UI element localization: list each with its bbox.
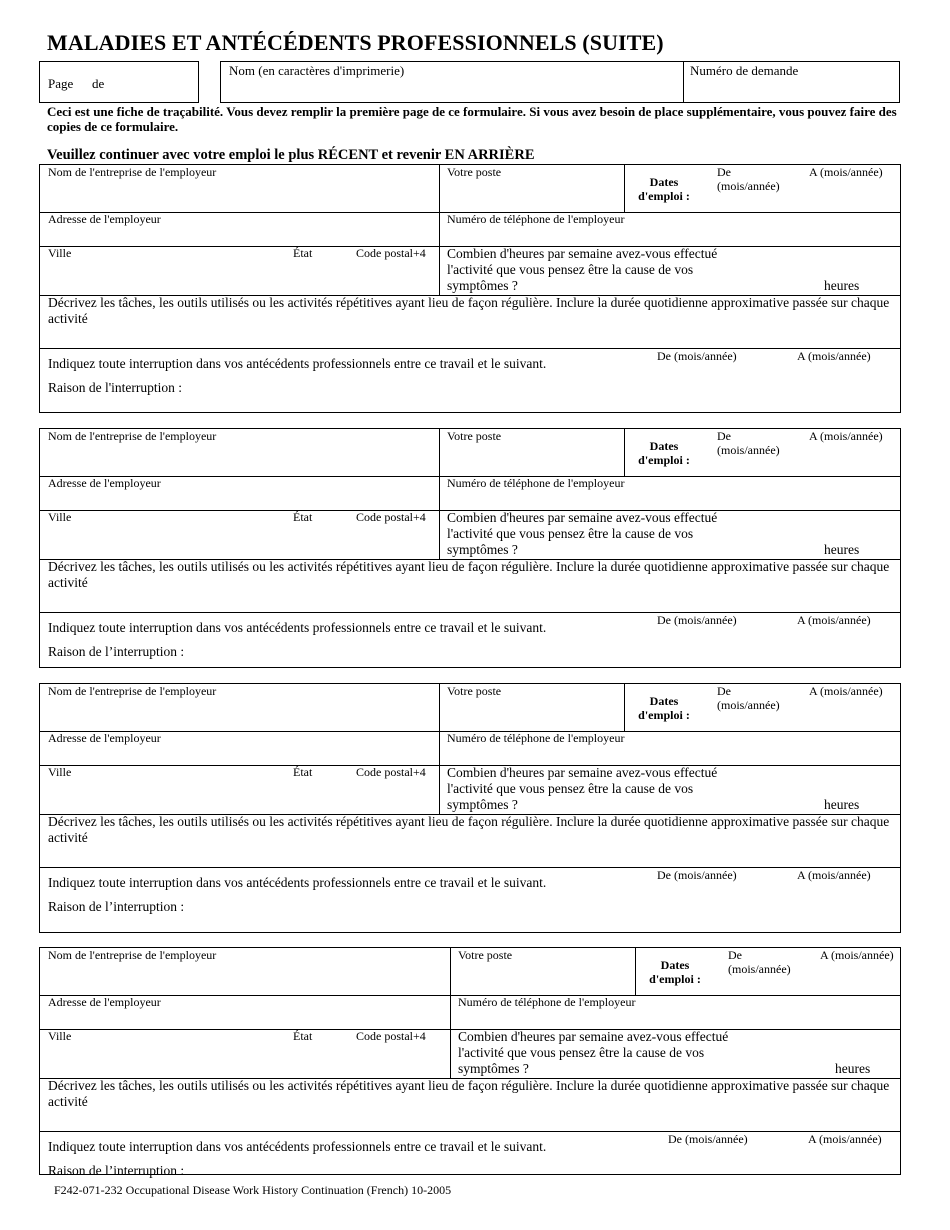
gap-from-field[interactable]: De (mois/année) bbox=[657, 613, 737, 627]
claim-number-field[interactable] bbox=[683, 61, 900, 103]
date-to-field[interactable]: A (mois/année) bbox=[809, 429, 883, 443]
gap-reason-field[interactable]: Raison de l’interruption : bbox=[48, 644, 185, 659]
employer-phone-field[interactable]: Numéro de téléphone de l'employeur bbox=[447, 212, 625, 226]
dates-label: Dates d'emploi : bbox=[638, 175, 690, 203]
employer-name-field[interactable]: Nom de l'entreprise de l'employeur bbox=[48, 948, 217, 962]
state-field[interactable]: État bbox=[293, 510, 313, 524]
state-field[interactable]: État bbox=[293, 1029, 313, 1043]
gap-from-field[interactable]: De (mois/année) bbox=[657, 349, 737, 363]
position-field[interactable]: Votre poste bbox=[447, 429, 502, 443]
hours-per-week-question: Combien d'heures par semaine avez-vous effectué l'activité que vous pensez être la cause de vos symptômes ? bbox=[458, 1029, 729, 1076]
dates-label: Dates d'emploi : bbox=[638, 694, 690, 722]
employment-gap-question: Indiquez toute interruption dans vos antécédents professionnels entre ce travail et le suivant. bbox=[48, 875, 547, 890]
position-field[interactable]: Votre poste bbox=[447, 684, 502, 698]
name-label: Nom (en caractères d'imprimerie) bbox=[229, 63, 405, 78]
hours-field[interactable]: heures bbox=[824, 278, 860, 293]
dates-label: Dates d'emploi : bbox=[649, 958, 701, 986]
claim-number-label: Numéro de demande bbox=[690, 63, 799, 78]
continue-instruction: Veuillez continuer avec votre emploi le plus RÉCENT et revenir EN ARRIÈRE bbox=[47, 147, 535, 163]
state-field[interactable]: État bbox=[293, 765, 313, 779]
date-from-field[interactable]: De (mois/année) bbox=[717, 165, 780, 193]
employment-gap-question: Indiquez toute interruption dans vos antécédents professionnels entre ce travail et le suivant. bbox=[48, 1139, 547, 1154]
form-footer: F242-071-232 Occupational Disease Work History Continuation (French) 10-2005 bbox=[54, 1183, 452, 1197]
state-field[interactable]: État bbox=[293, 246, 313, 260]
page-label: Page bbox=[48, 76, 74, 91]
form-title: MALADIES ET ANTÉCÉDENTS PROFESSIONNELS (SUITE) bbox=[47, 30, 664, 55]
employer-name-field[interactable]: Nom de l'entreprise de l'employeur bbox=[48, 165, 217, 179]
gap-reason-field[interactable]: Raison de l’interruption : bbox=[48, 899, 185, 914]
employer-address-field[interactable]: Adresse de l'employeur bbox=[48, 476, 161, 490]
hours-per-week-question: Combien d'heures par semaine avez-vous effectué l'activité que vous pensez être la cause de vos symptômes ? bbox=[447, 246, 718, 293]
hours-per-week-question: Combien d'heures par semaine avez-vous effectué l'activité que vous pensez être la cause de vos symptômes ? bbox=[447, 765, 718, 812]
employer-name-field[interactable]: Nom de l'entreprise de l'employeur bbox=[48, 684, 217, 698]
gap-reason-field[interactable]: Raison de l'interruption : bbox=[48, 380, 183, 395]
date-to-field[interactable]: A (mois/année) bbox=[820, 948, 894, 962]
city-field[interactable]: Ville bbox=[48, 246, 72, 260]
employment-gap-question: Indiquez toute interruption dans vos antécédents professionnels entre ce travail et le suivant. bbox=[48, 620, 547, 635]
city-field[interactable]: Ville bbox=[48, 510, 72, 524]
date-from-field[interactable]: De (mois/année) bbox=[717, 429, 780, 457]
zip-code-field[interactable]: Code postal+4 bbox=[356, 1029, 426, 1043]
gap-to-field[interactable]: A (mois/année) bbox=[797, 868, 871, 882]
employment-section bbox=[39, 428, 901, 668]
employer-name-field[interactable]: Nom de l'entreprise de l'employeur bbox=[48, 429, 217, 443]
date-from-field[interactable]: De (mois/année) bbox=[728, 948, 791, 976]
hours-field[interactable]: heures bbox=[835, 1061, 871, 1076]
of-label: de bbox=[92, 76, 105, 91]
gap-reason-field[interactable]: Raison de l’interruption : bbox=[48, 1163, 185, 1178]
date-to-field[interactable]: A (mois/année) bbox=[809, 165, 883, 179]
gap-to-field[interactable]: A (mois/année) bbox=[797, 349, 871, 363]
dates-label: Dates d'emploi : bbox=[638, 439, 690, 467]
employer-phone-field[interactable]: Numéro de téléphone de l'employeur bbox=[447, 731, 625, 745]
zip-code-field[interactable]: Code postal+4 bbox=[356, 765, 426, 779]
employment-section bbox=[39, 947, 901, 1178]
tasks-description-field[interactable]: Décrivez les tâches, les outils utilisés ou les activités répétitives ayant lieu de façon régulière. Inclure la durée quotidienne approximative passée sur chaque activité bbox=[48, 814, 890, 845]
page-number-box[interactable] bbox=[39, 61, 199, 103]
hours-per-week-question: Combien d'heures par semaine avez-vous effectué l'activité que vous pensez être la cause de vos symptômes ? bbox=[447, 510, 718, 557]
city-field[interactable]: Ville bbox=[48, 765, 72, 779]
position-field[interactable]: Votre poste bbox=[447, 165, 502, 179]
position-field[interactable]: Votre poste bbox=[458, 948, 513, 962]
date-to-field[interactable]: A (mois/année) bbox=[809, 684, 883, 698]
employment-section bbox=[39, 164, 901, 413]
employment-section bbox=[39, 683, 901, 933]
tasks-description-field[interactable]: Décrivez les tâches, les outils utilisés ou les activités répétitives ayant lieu de façon régulière. Inclure la durée quotidienne approximative passée sur chaque activité bbox=[48, 559, 890, 590]
tasks-description-field[interactable]: Décrivez les tâches, les outils utilisés ou les activités répétitives ayant lieu de façon régulière. Inclure la durée quotidienne approximative passée sur chaque activité bbox=[48, 295, 890, 326]
city-field[interactable]: Ville bbox=[48, 1029, 72, 1043]
name-field[interactable] bbox=[220, 61, 684, 103]
employer-address-field[interactable]: Adresse de l'employeur bbox=[48, 731, 161, 745]
gap-to-field[interactable]: A (mois/année) bbox=[808, 1132, 882, 1146]
gap-from-field[interactable]: De (mois/année) bbox=[668, 1132, 748, 1146]
employer-address-field[interactable]: Adresse de l'employeur bbox=[48, 995, 161, 1009]
date-from-field[interactable]: De (mois/année) bbox=[717, 684, 780, 712]
employer-phone-field[interactable]: Numéro de téléphone de l'employeur bbox=[458, 995, 636, 1009]
tasks-description-field[interactable]: Décrivez les tâches, les outils utilisés ou les activités répétitives ayant lieu de façon régulière. Inclure la durée quotidienne approximative passée sur chaque activité bbox=[48, 1078, 890, 1109]
traceability-notice: Ceci est une fiche de traçabilité. Vous devez remplir la première page de ce formulaire. Si vous avez besoin de place supplémentaire, vous pouvez faire des copies de ce formulaire. bbox=[47, 104, 897, 134]
gap-from-field[interactable]: De (mois/année) bbox=[657, 868, 737, 882]
zip-code-field[interactable]: Code postal+4 bbox=[356, 510, 426, 524]
hours-field[interactable]: heures bbox=[824, 542, 860, 557]
zip-code-field[interactable]: Code postal+4 bbox=[356, 246, 426, 260]
employer-address-field[interactable]: Adresse de l'employeur bbox=[48, 212, 161, 226]
hours-field[interactable]: heures bbox=[824, 797, 860, 812]
gap-to-field[interactable]: A (mois/année) bbox=[797, 613, 871, 627]
employment-gap-question: Indiquez toute interruption dans vos antécédents professionnels entre ce travail et le suivant. bbox=[48, 356, 547, 371]
employer-phone-field[interactable]: Numéro de téléphone de l'employeur bbox=[447, 476, 625, 490]
